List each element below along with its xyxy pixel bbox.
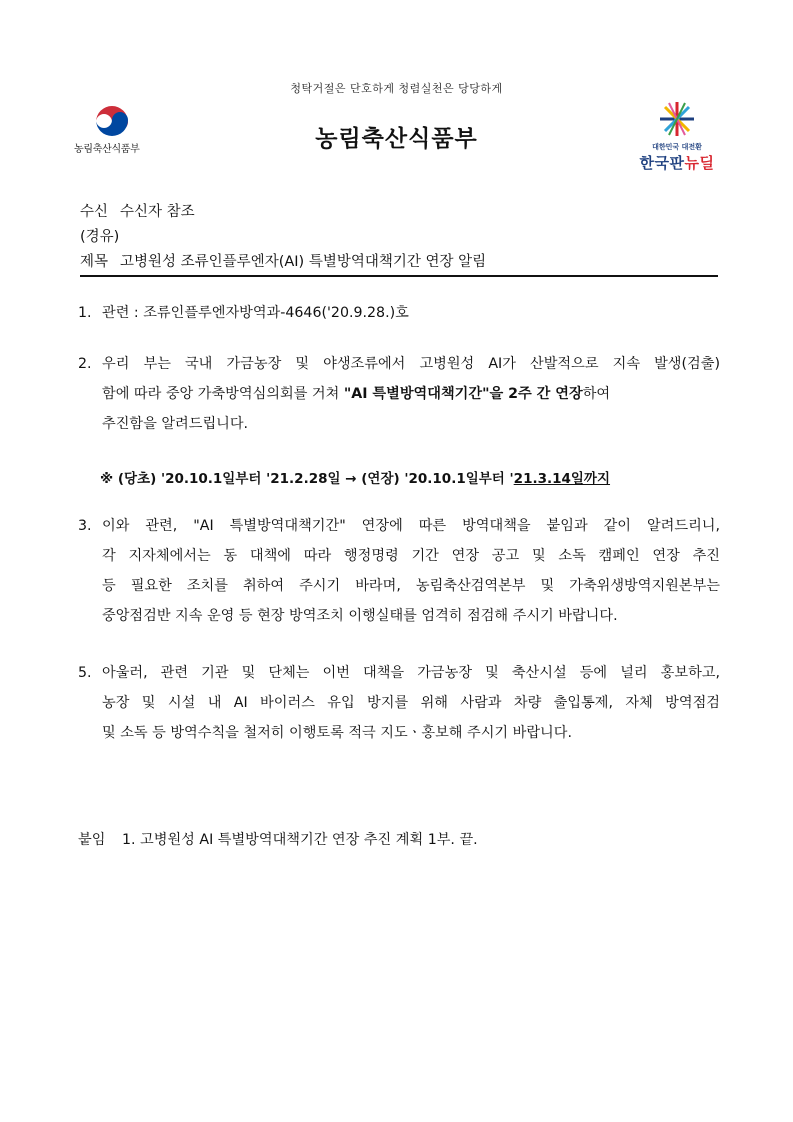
new-deal-star-icon (657, 100, 697, 138)
item-3 (78, 511, 720, 631)
item-2-number: 2. (78, 356, 92, 372)
period-note (100, 467, 610, 487)
period-note-end-date: 21.3.14일까지 (513, 471, 611, 487)
via-row: (경유) (80, 229, 120, 245)
attachment (78, 825, 720, 855)
new-deal-wordmark-part1: 한국판 (639, 154, 685, 172)
item-1-number: 1. (78, 305, 92, 321)
attachment-text: 1. 고병원성 AI 특별방역대책기간 연장 추진 계획 1부. 끝. (122, 832, 478, 848)
item-3-line-2: 각 지자체에서는 동 대책에 따라 행정명령 기간 연장 공고 및 소독 캠페인 연장 추진 (102, 548, 720, 564)
new-deal-wordmark (632, 152, 722, 173)
item-5-line-3: 및 소독 등 방역수칙을 철저히 이행토록 적극 지도ㆍ홍보해 주시기 바랍니다. (102, 725, 572, 741)
item-2-line-2 (78, 379, 720, 409)
item-5-line-1: 아울러, 관련 기관 및 단체는 이번 대책을 가금농장 및 축산시설 등에 널리 홍보하고, (102, 665, 720, 681)
item-5-line-2: 농장 및 시설 내 AI 바이러스 유입 방지를 위해 사람과 차량 출입통제, 자체 방역점검 (102, 695, 720, 711)
item-2-line-2-a: 함에 따라 중앙 가축방역심의회를 거쳐 (102, 386, 344, 402)
government-logo-text: 농림축산식품부 (74, 144, 140, 155)
recipient-label: 수신 (80, 204, 109, 220)
item-1-text: 관련 : 조류인플루엔자방역과-4646('20.9.28.)호 (102, 305, 409, 321)
document-meta (80, 200, 486, 275)
item-1 (78, 298, 720, 328)
item-2-highlight: "AI 특별방역대책기간"을 2주 간 연장 (343, 386, 583, 402)
period-note-text: ※ (당초) '20.10.1일부터 '21.2.28일 → (연장) '20.10.1일부터 ' (100, 471, 514, 487)
item-2-line-1: 우리 부는 국내 가금농장 및 야생조류에서 고병원성 AI가 산발적으로 지속 발생(검출) (102, 356, 720, 372)
item-2-line-2-c: 하여 (582, 386, 611, 402)
item-3-line-1: 이와 관련, "AI 특별방역대책기간" 연장에 따른 방역대책을 붙임과 같이 알려드리니, (102, 518, 720, 534)
new-deal-tagline: 대한민국 대전환 (652, 143, 702, 151)
subject-row (80, 250, 486, 275)
item-2-line-3: 추진함을 알려드립니다. (102, 416, 249, 432)
recipient-value: 수신자 참조 (120, 204, 195, 220)
item-3-number: 3. (78, 518, 92, 534)
item-3-line-3: 등 필요한 조치를 취하여 주시기 바라며, 농림축산검역본부 및 가축위생방역지원본부는 (102, 578, 720, 594)
item-5 (78, 658, 720, 748)
header-divider (80, 275, 718, 277)
attachment-label: 붙임 (78, 832, 106, 848)
ministry-title: 농림축산식품부 (315, 126, 478, 152)
recipient-row (80, 200, 486, 225)
korean-new-deal-logo (632, 100, 722, 173)
item-2 (78, 349, 720, 439)
slogan: 청탁거절은 단호하게 청렴실천은 당당하게 (290, 82, 503, 95)
item-5-number: 5. (78, 665, 92, 681)
new-deal-wordmark-part2: 뉴딜 (684, 154, 715, 172)
subject-value: 고병원성 조류인플루엔자(AI) 특별방역대책기간 연장 알림 (120, 254, 487, 270)
item-3-line-4: 중앙점검반 지속 운영 등 현장 방역조치 이행실태를 엄격히 점검해 주시기 바랍니다. (102, 608, 618, 624)
subject-label: 제목 (80, 254, 109, 270)
